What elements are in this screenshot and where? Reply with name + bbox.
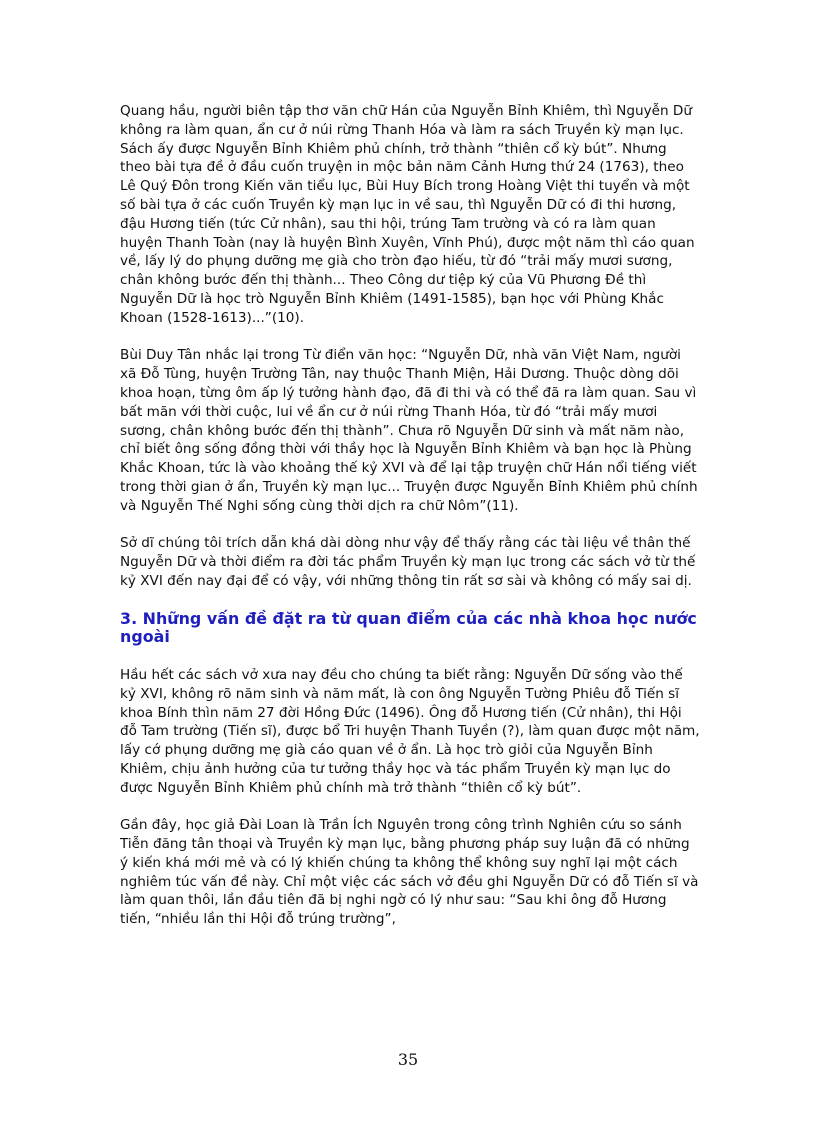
paragraph-3: Sở dĩ chúng tôi trích dẫn khá dài dòng như vậy để thấy rằng các tài liệu về thân thế Nguyễn Dữ và thời điểm ra đời tác phẩm Truyền kỳ mạn lục trong các sách vở từ thế kỷ XVI đến nay đại để có vậy, với những thông tin rất sơ sài và không có mấy sai dị. bbox=[120, 535, 696, 589]
section-paragraph-2: Gần đây, học giả Đài Loan là Trần Ích Nguyên trong công trình Nghiên cứu so sánh Tiễn đăng tân thoại và Truyền kỳ mạn lục, bằng phương pháp suy luận đã có những ý kiến khá mới mẻ và có lý khiến chúng ta không thể không suy nghĩ lại một cách nghiêm túc vấn đề này. Chỉ một việc các sách vở đều ghi Nguyễn Dữ có đỗ Tiến sĩ và làm quan thôi, lần đầu tiên đã bị nghi ngờ có lý như sau: “Sau khi ông đỗ Hương tiến, “nhiều lần thi Hội đỗ trúng trường”, bbox=[120, 817, 699, 928]
section-heading: 3. Những vấn đề đặt ra từ quan điểm của các nhà khoa học nước ngoài bbox=[120, 608, 697, 647]
page-body bbox=[120, 102, 700, 948]
paragraph-1: Quang hầu, người biên tập thơ văn chữ Hán của Nguyễn Bỉnh Khiêm, thì Nguyễn Dữ không ra làm quan, ẩn cư ở núi rừng Thanh Hóa và làm ra sách Truyền kỳ mạn lục. Sách ấy được Nguyễn Bỉnh Khiêm phủ chính, trở thành “thiên cổ kỳ bút”. Nhưng theo bài tựa đề ở đầu cuốn truyện in mộc bản năm Cảnh Hưng thứ 24 (1763), theo Lê Quý Đôn trong Kiến văn tiểu lục, Bùi Huy Bích trong Hoàng Việt thi tuyển và một số bài tựa ở các cuốn Truyền kỳ mạn lục in về sau, thì Nguyễn Dữ có đi thi hương, đậu Hương tiến (tức Cử nhân), sau thi hội, trúng Tam trường và có ra làm quan huyện Thanh Toàn (nay là huyện Bình Xuyên, Vĩnh Phú), được một năm thì cáo quan về, lấy lý do phụng dưỡng mẹ già cho tròn đạo hiếu, từ đó “trải mấy mươi sương, chân không bước đến thị thành... Theo Công dư tiệp ký của Vũ Phương Đề thì Nguyễn Dữ là học trò Nguyễn Bỉnh Khiêm (1491-1585), bạn học với Phùng Khắc Khoan (1528-1613)...”(10). bbox=[120, 103, 695, 326]
paragraph-2: Bùi Duy Tân nhắc lại trong Từ điển văn học: “Nguyễn Dữ, nhà văn Việt Nam, người xã Đỗ Tùng, huyện Trường Tân, nay thuộc Thanh Miện, Hải Dương. Thuộc dòng dõi khoa hoạn, từng ôm ấp lý tưởng hành đạo, đã đi thi và có thể đã ra làm quan. Sau vì bất mãn với thời cuộc, lui về ẩn cư ở núi rừng Thanh Hóa, từ đó “trải mấy mươi sương, chân không bước đến thị thành”. Chưa rõ Nguyễn Dữ sinh và mất năm nào, chỉ biết ông sống đồng thời với thầy học là Nguyễn Bỉnh Khiêm và bạn học là Phùng Khắc Khoan, tức là vào khoảng thế kỷ XVI và để lại tập truyện chữ Hán nổi tiếng viết trong thời gian ở ẩn, Truyền kỳ mạn lục... Truyện được Nguyễn Bỉnh Khiêm phủ chính và Nguyễn Thế Nghi sống cùng thời dịch ra chữ Nôm”(11). bbox=[120, 347, 698, 514]
section-paragraph-1: Hầu hết các sách vở xưa nay đều cho chúng ta biết rằng: Nguyễn Dữ sống vào thế kỷ XVI, không rõ năm sinh và năm mất, là con ông Nguyễn Tường Phiêu đỗ Tiến sĩ khoa Bính thìn năm 27 đời Hồng Đức (1496). Ông đỗ Hương tiến (Cử nhân), thi Hội đỗ Tam trường (Tiến sĩ), được bổ Tri huyện Thanh Tuyền (?), làm quan được một năm, lấy cớ phụng dưỡng mẹ già cáo quan về ở ẩn. Là học trò giỏi của Nguyễn Bỉnh Khiêm, chịu ảnh hưởng của tư tưởng thầy học và tác phẩm Truyền kỳ mạn lục do được Nguyễn Bỉnh Khiêm phủ chính mà trở thành “thiên cổ kỳ bút”. bbox=[120, 666, 700, 796]
page-number: 35 bbox=[397, 1050, 419, 1069]
